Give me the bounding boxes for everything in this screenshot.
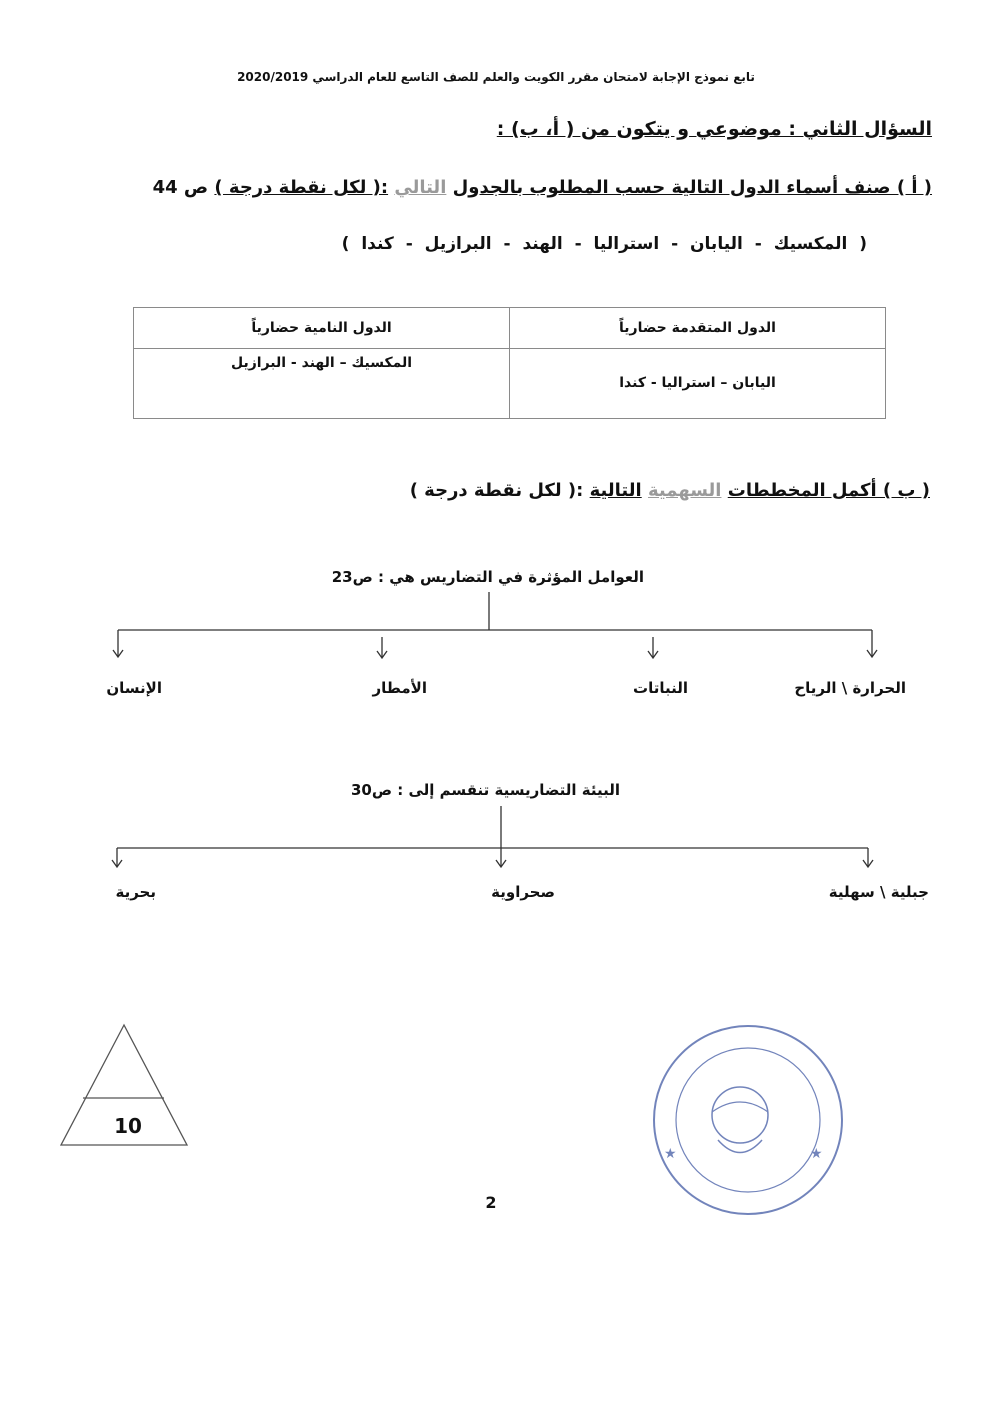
header-developing: الدول النامية حضارياً <box>134 308 510 349</box>
diagram2-item-mountain-plain: جبلية \ سهلية <box>828 883 929 901</box>
diagram2-connectors <box>112 806 873 867</box>
diagram2-title: البيئة التضاريسية تنقسم إلى : ص30 <box>351 781 620 799</box>
diagram1-item-plants: النباتات <box>633 679 688 697</box>
part-a-page-ref: ص 44 <box>152 177 209 198</box>
part-a-instruction-text: ( أ ) صنف أسماء الدول التالية حسب المطلوب بالجدول <box>452 177 932 198</box>
part-b-instruction-grey: السهمية <box>647 480 722 501</box>
diagram1-item-rain: الأمطار <box>372 679 427 697</box>
page-number: 2 <box>485 1193 497 1212</box>
header-advanced: الدول المتقدمة حضارياً <box>510 308 886 349</box>
svg-text:★: ★ <box>664 1146 677 1162</box>
diagram2-item-marine: بحرية <box>115 883 156 901</box>
part-b-points: :( لكل نقطة درجة ) <box>409 480 584 501</box>
part-b-instruction-rest: التالية <box>589 480 642 501</box>
svg-text:★: ★ <box>810 1146 823 1162</box>
countries-list: ( المكسيك - اليابان - استراليا - الهند - البرازيل - كندا ) <box>341 234 867 254</box>
exam-header: تابع نموذج الإجابة لامتحان مقرر الكويت والعلم للصف التاسع للعام الدراسي 2020/2019 <box>237 70 755 84</box>
developing-answer: المكسيك – الهند - البرازيل <box>230 355 413 371</box>
official-stamp <box>654 1026 842 1214</box>
diagram1-item-heat-wind: الحرارة \ الرياح <box>794 679 906 697</box>
part-a-points: :( لكل نقطة درجة ) <box>214 177 389 198</box>
grade-value: 10 <box>114 1114 142 1138</box>
advanced-answer: اليابان – استراليا - كندا <box>619 375 776 391</box>
part-b-instruction-text: ( ب ) أكمل المخططات <box>727 480 930 501</box>
diagram1-item-human: الإنسان <box>106 679 162 697</box>
diagram2-item-desert: صحراوية <box>491 883 555 901</box>
diagram1-connectors <box>113 592 877 658</box>
diagram1-title: العوامل المؤثرة في التضاريس هي : ص23 <box>331 568 644 586</box>
part-a-instruction-grey: التالي <box>394 177 447 198</box>
question-title: السؤال الثاني : موضوعي و يتكون من ( أ، ب) : <box>496 118 932 140</box>
